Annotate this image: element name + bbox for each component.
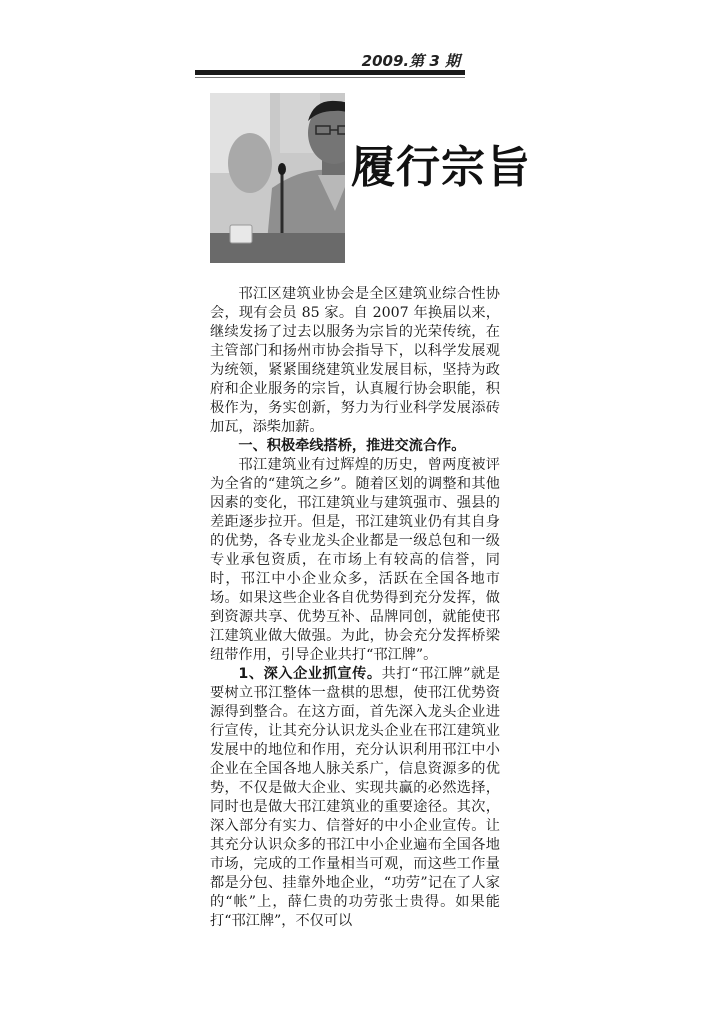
paragraph-publicity xyxy=(210,665,500,931)
section-heading: 一、积极牵线搭桥，推进交流合作。 xyxy=(238,438,466,454)
issue-number: 2009.第 3 期 xyxy=(361,52,460,70)
paragraph-publicity-text: 共打“邗江牌”就是要树立邗江整体一盘棋的思想，使邗江优势资源得到整合。在这方面，首先深入龙头企业进行宣传，让其充分认识龙头企业在邗江建筑业发展中的地位和作用，充分认识利用邗江中小企业在全国各地人脉关系广，信息资源多的优势，不仅是做大企业、实现共赢的必然选择，同时也是做大邗江建筑业的重要途径。其次，深入部分有实力、信誉好的中小企业宣传。让其充分认识众多的邗江中小企业遍布全国各地市场，完成的工作量相当可观，而这些工作量都是分包、挂靠外地企业，“功劳”记在了人家的“帐”上，薛仁贵的功劳张士贵得。如果能打“邗江牌”，不仅可以 xyxy=(210,666,501,929)
article-body xyxy=(210,285,500,931)
subsection-lead: 1、深入企业抓宣传。 xyxy=(238,666,382,682)
page-title: 履行宗旨 xyxy=(351,142,531,193)
header-rule xyxy=(195,70,465,75)
paragraph-history: 邗江建筑业有过辉煌的历史，曾两度被评为全省的“建筑之乡”。随着区划的调整和其他因素的变化，邗江建筑业与建筑强市、强县的差距逐步拉开。但是，邗江建筑业仍有其自身的优势，各专业龙头企业都是一级总包和一级专业承包资质，在市场上有较高的信誉，同时，邗江中小企业众多，活跃在全国各地市场。如果这些企业各自优势得到充分发挥，做到资源共享、优势互补、品牌同创，就能使邗江建筑业做大做强。为此，协会充分发挥桥梁纽带作用，引导企业共打“邗江牌”。 xyxy=(210,457,500,663)
paragraph-intro: 邗江区建筑业协会是全区建筑业综合性协会，现有会员 85 家。自 2007 年换届以来，继续发扬了过去以服务为宗旨的光荣传统，在主管部门和扬州市协会指导下，以科学发展观为统领，紧紧围绕建筑业发展目标，坚持为政府和企业服务的宗旨，认真履行协会职能，积极作为，务实创新，努力为行业科学发展添砖加瓦，添柴加薪。 xyxy=(210,286,500,435)
headline-area xyxy=(345,93,531,263)
